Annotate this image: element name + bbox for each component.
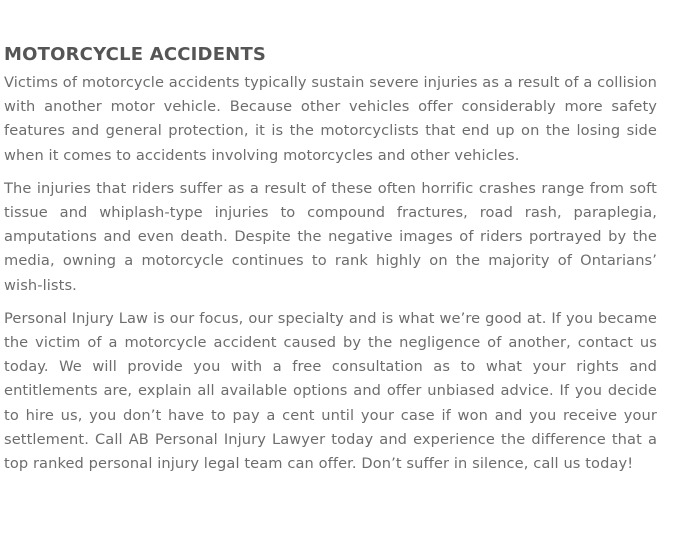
article-section [4,42,657,485]
article-paragraph-1: Victims of motorcycle accidents typically sustain severe injuries as a result of a collision with another motor vehicle. Because other vehicles offer considerably more safety features and general protection, it is the motorcyclists that end up on the losing side when it comes to accidents involving motorcycles and other vehicles. [4,74,657,164]
article-paragraph-2: The injuries that riders suffer as a result of these often horrific crashes range from soft tissue and whiplash-type injuries to compound fractures, road rash, paraplegia, amputations and even death. Despite the negative images of riders portrayed by the media, owning a motorcycle continues to rank highly on the majority of Ontarians’ wish-lists. [4,179,657,294]
article-title: MOTORCYCLE ACCIDENTS [4,44,267,65]
article-paragraph-3: Personal Injury Law is our focus, our specialty and is what we’re good at. If you became the victim of a motorcycle accident caused by the negligence of another, contact us today. We will provide you with a free consultation as to what your rights and entitlements are, explain all available options and offer unbiased advice. If you decide to hire us, you don’t have to pay a cent until your case if won and you receive your settlement. Call AB Personal Injury Lawyer today and experience the difference that a top ranked personal injury legal team can offer. Don’t suffer in silence, call us today! [4,309,657,473]
